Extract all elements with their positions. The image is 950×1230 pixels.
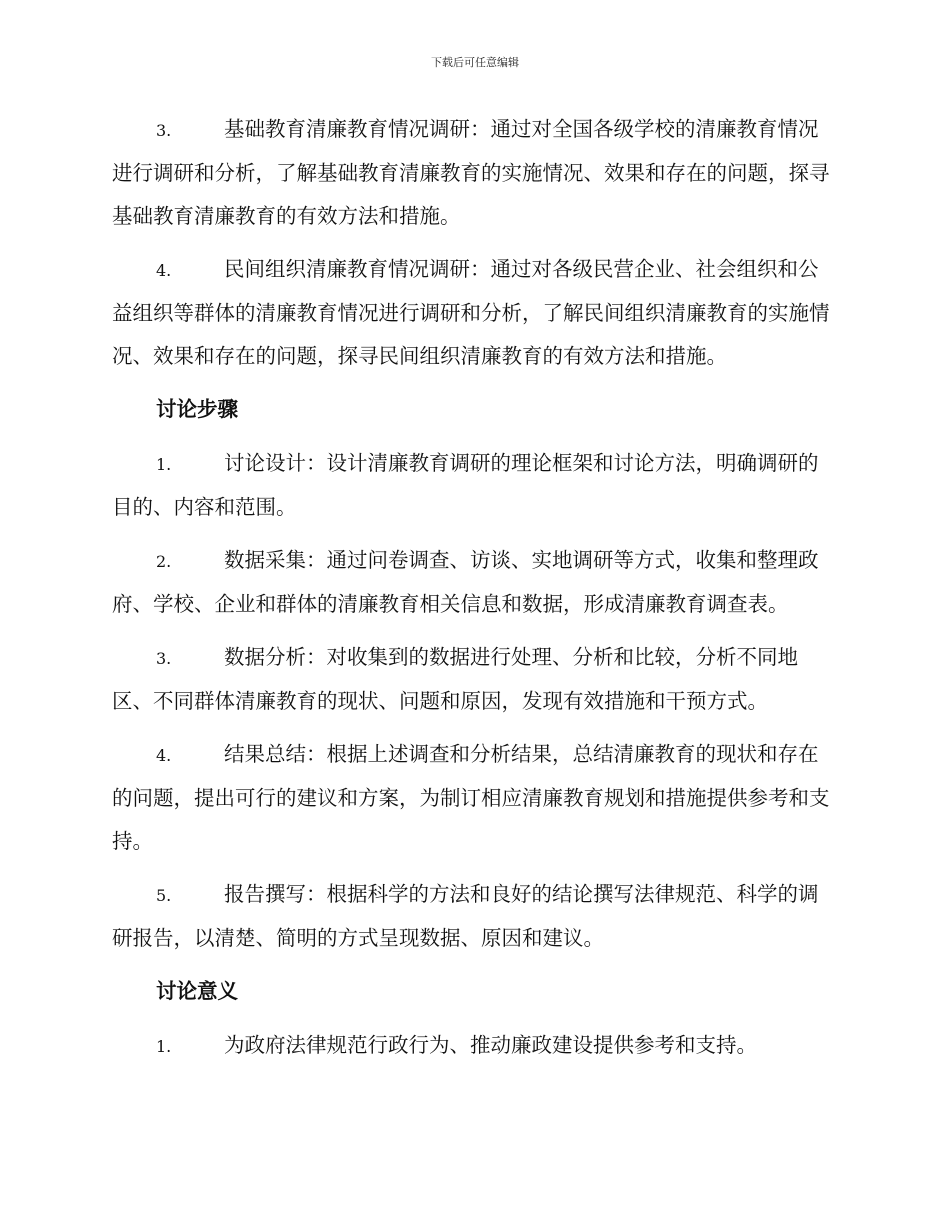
item-number: 4. xyxy=(156,746,172,765)
list-item xyxy=(112,539,834,626)
document-body xyxy=(112,108,834,1078)
list-item xyxy=(112,108,834,238)
item-number: 3. xyxy=(156,649,172,668)
item-number: 4. xyxy=(156,261,172,280)
item-text: 讨论设计：设计清廉教育调研的理论框架和讨论方法，明确调研的目的、内容和范围。 xyxy=(112,451,819,519)
section-heading-significance: 讨论意义 xyxy=(156,979,238,1003)
item-text: 为政府法律规范行政行为、推动廉政建设提供参考和支持。 xyxy=(224,1033,757,1057)
list-item xyxy=(112,1024,834,1068)
item-number: 3. xyxy=(156,121,172,140)
list-item xyxy=(112,733,834,863)
item-text: 基础教育清廉教育情况调研：通过对全国各级学校的清廉教育情况进行调研和分析，了解基础教育清廉教育的实施情况、效果和存在的问题，探寻基础教育清廉教育的有效方法和措施。 xyxy=(112,117,830,228)
item-text: 结果总结：根据上述调查和分析结果，总结清廉教育的现状和存在的问题，提出可行的建议和方案，为制订相应清廉教育规划和措施提供参考和支持。 xyxy=(112,742,830,853)
list-item xyxy=(112,636,834,723)
list-item xyxy=(112,442,834,529)
item-number: 5. xyxy=(156,886,172,905)
item-text: 民间组织清廉教育情况调研：通过对各级民营企业、社会组织和公益组织等群体的清廉教育情况进行调研和分析，了解民间组织清廉教育的实施情况、效果和存在的问题，探寻民间组织清廉教育的有效方法和措施。 xyxy=(112,257,830,368)
item-text: 数据分析：对收集到的数据进行处理、分析和比较，分析不同地区、不同群体清廉教育的现状、问题和原因，发现有效措施和干预方式。 xyxy=(112,645,798,713)
item-number: 1. xyxy=(156,1037,172,1056)
item-number: 2. xyxy=(156,552,172,571)
item-number: 1. xyxy=(156,455,172,474)
list-item xyxy=(112,248,834,378)
item-text: 数据采集：通过问卷调查、访谈、实地调研等方式，收集和整理政府、学校、企业和群体的清廉教育相关信息和数据，形成清廉教育调查表。 xyxy=(112,548,819,616)
page-header: 下载后可任意编辑 xyxy=(431,56,519,69)
item-text: 报告撰写：根据科学的方法和良好的结论撰写法律规范、科学的调研报告，以清楚、简明的方式呈现数据、原因和建议。 xyxy=(112,882,819,950)
list-item xyxy=(112,873,834,960)
section-heading-steps: 讨论步骤 xyxy=(156,397,238,421)
